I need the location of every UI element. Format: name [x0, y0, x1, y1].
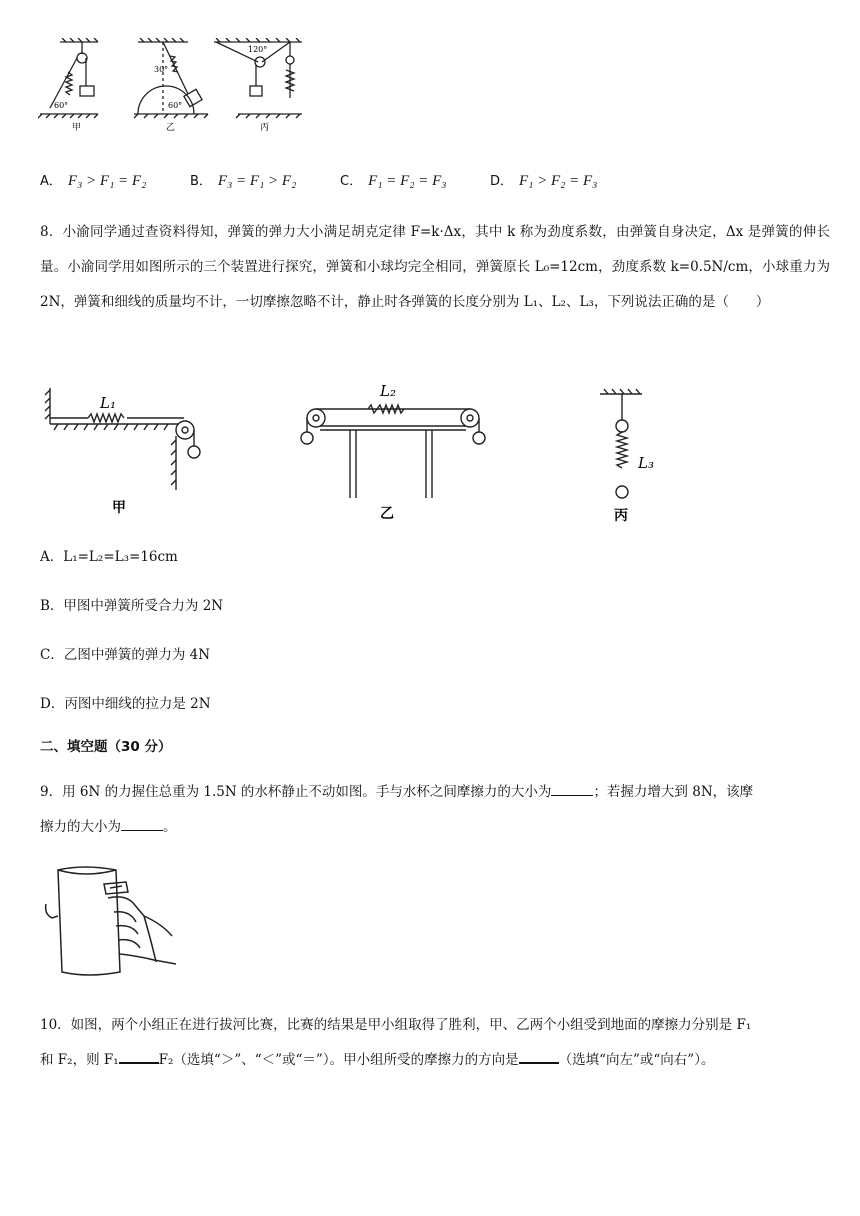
- q10-text-b: F₂（选填“＞”、“＜”或“＝”）。甲小组所受的摩擦力的方向是: [158, 1052, 519, 1068]
- q10-line1: 10．如图，两个小组正在进行拔河比赛，比赛的结果是甲小组取得了胜利，甲、乙两个小组受到地面的摩擦力分别是 F₁: [40, 1017, 752, 1033]
- q10-blank-2[interactable]: [519, 1048, 559, 1064]
- q9-text-3: 擦力的大小为: [40, 819, 121, 835]
- q9-line2: [40, 815, 177, 835]
- q10-text-a: 和 F₂，则 F₁: [40, 1052, 119, 1068]
- q9-hand-cup-figure: [44, 864, 184, 982]
- q7-angle-bing: 120°: [248, 45, 268, 54]
- q10-blank-1[interactable]: [119, 1048, 159, 1064]
- q7-option-d[interactable]: D． F₁ > F₂ = F₃: [490, 173, 598, 189]
- q8-option-a[interactable]: A．L₁=L₂=L₃=16cm: [40, 549, 178, 565]
- q10-text-c: （选填“向左”或“向右”）。: [558, 1052, 715, 1068]
- q8-label-l1: L₁: [100, 394, 116, 412]
- q9-text-2: ；若握力增大到 8N，该摩: [593, 784, 754, 800]
- q7-option-a[interactable]: A． F₃ > F₁ = F₂: [40, 173, 147, 189]
- q7-angle-yi-bottom: 60°: [168, 101, 183, 110]
- q7-angle-yi-top: 30°: [154, 65, 169, 74]
- q8-option-d[interactable]: D．丙图中细线的拉力是 2N: [40, 696, 211, 712]
- q7-option-b[interactable]: B． F₃ = F₁ > F₂: [190, 173, 297, 189]
- q9-blank-2[interactable]: [121, 816, 163, 831]
- q8-option-b[interactable]: B．甲图中弹簧所受合力为 2N: [40, 598, 224, 614]
- q8-label-jia: 甲: [112, 500, 126, 516]
- q7-label-yi: 乙: [166, 123, 176, 133]
- q9-text-1: 9．用 6N 的力握住总重为 1.5N 的水杯静止不动如图。手与水杯之间摩擦力的大小为: [40, 784, 552, 800]
- q8-label-bing: 丙: [614, 508, 628, 524]
- q7-label-bing: 丙: [260, 123, 270, 133]
- q8-option-c[interactable]: C．乙图中弹簧的弹力为 4N: [40, 647, 211, 663]
- q8-figure: [38, 378, 678, 528]
- q8-label-l2: L₂: [380, 382, 396, 400]
- q7-option-c[interactable]: C． F₁ = F₂ = F₃: [340, 173, 447, 189]
- q9-text-4: 。: [163, 819, 177, 835]
- q8-label-l3: L₃: [638, 454, 654, 472]
- q9-line1: [40, 780, 753, 800]
- q7-label-jia: 甲: [72, 123, 82, 133]
- q8-label-yi: 乙: [380, 506, 394, 522]
- section-heading-fill-in: 二、填空题（30 分）: [40, 739, 172, 755]
- q8-stem: 8．小渝同学通过查资料得知，弹簧的弹力大小满足胡克定律 F=k·Δx，其中 k 称为劲度系数，由弹簧自身决定，Δx 是弹簧的伸长量。小渝同学用如图所示的三个装置进行探究，弹簧和小球均完全相同，弹簧原长 L₀=12cm，劲度系数 k=0.5N/cm，小球重力为 2N，弹簧和细线的质量均不计，一切摩擦忽略不计，静止时各弹簧的长度分别为 L₁、L₂、L₃，下列说法正确的是（ ）: [40, 224, 830, 310]
- q9-blank-1[interactable]: [551, 781, 593, 796]
- q7-angle-jia: 60°: [54, 101, 69, 110]
- q7-figure: [38, 38, 310, 134]
- q10-line2: [40, 1048, 714, 1068]
